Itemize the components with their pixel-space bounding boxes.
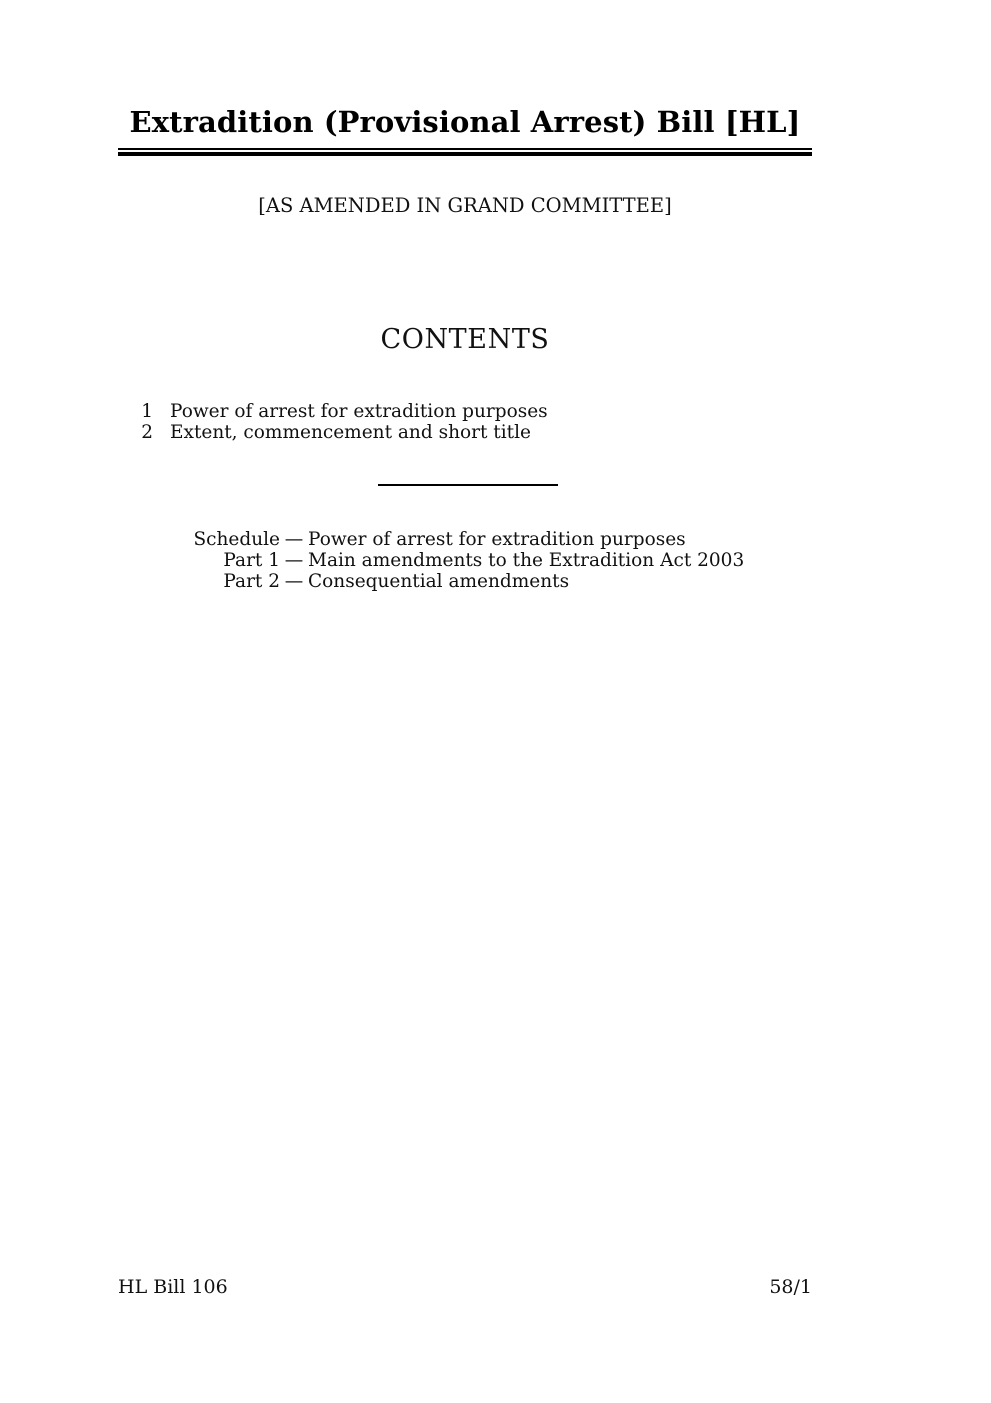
schedule-dash-separator: — [284, 550, 304, 571]
clause-list-item[interactable] [118, 422, 818, 443]
schedule-description: Main amendments to the Extradition Act 2003 [308, 550, 745, 571]
schedule-list [118, 529, 878, 592]
section-separator-rule [378, 484, 558, 486]
title-rule-lower-line [118, 152, 812, 156]
schedule-description: Power of arrest for extradition purposes [308, 529, 686, 550]
schedule-dash-separator: — [284, 529, 304, 550]
schedule-label: Part 1 [223, 550, 280, 571]
clause-number: 1 [141, 401, 153, 422]
schedule-label: Schedule [193, 529, 280, 550]
schedule-description: Consequential amendments [308, 571, 570, 592]
schedule-list-item[interactable] [118, 529, 878, 550]
title-double-rule [118, 148, 812, 156]
contents-heading: CONTENTS [380, 324, 550, 355]
clause-title: Power of arrest for extradition purposes [170, 401, 548, 422]
page-title: Extradition (Provisional Arrest) Bill [HL] [129, 105, 801, 139]
page-footer [118, 1276, 812, 1298]
clause-list-item[interactable] [118, 401, 818, 422]
bill-number: HL Bill 106 [118, 1276, 228, 1298]
clause-number: 2 [141, 422, 153, 443]
schedule-list-item[interactable] [118, 571, 878, 592]
clause-list [118, 401, 818, 443]
schedule-dash-separator: — [284, 571, 304, 592]
schedule-label: Part 2 [223, 571, 280, 592]
amendment-note: [AS AMENDED IN GRAND COMMITTEE] [258, 194, 672, 217]
clause-title: Extent, commencement and short title [170, 422, 531, 443]
series-number: 58/1 [769, 1276, 812, 1298]
schedule-list-item[interactable] [118, 550, 878, 571]
